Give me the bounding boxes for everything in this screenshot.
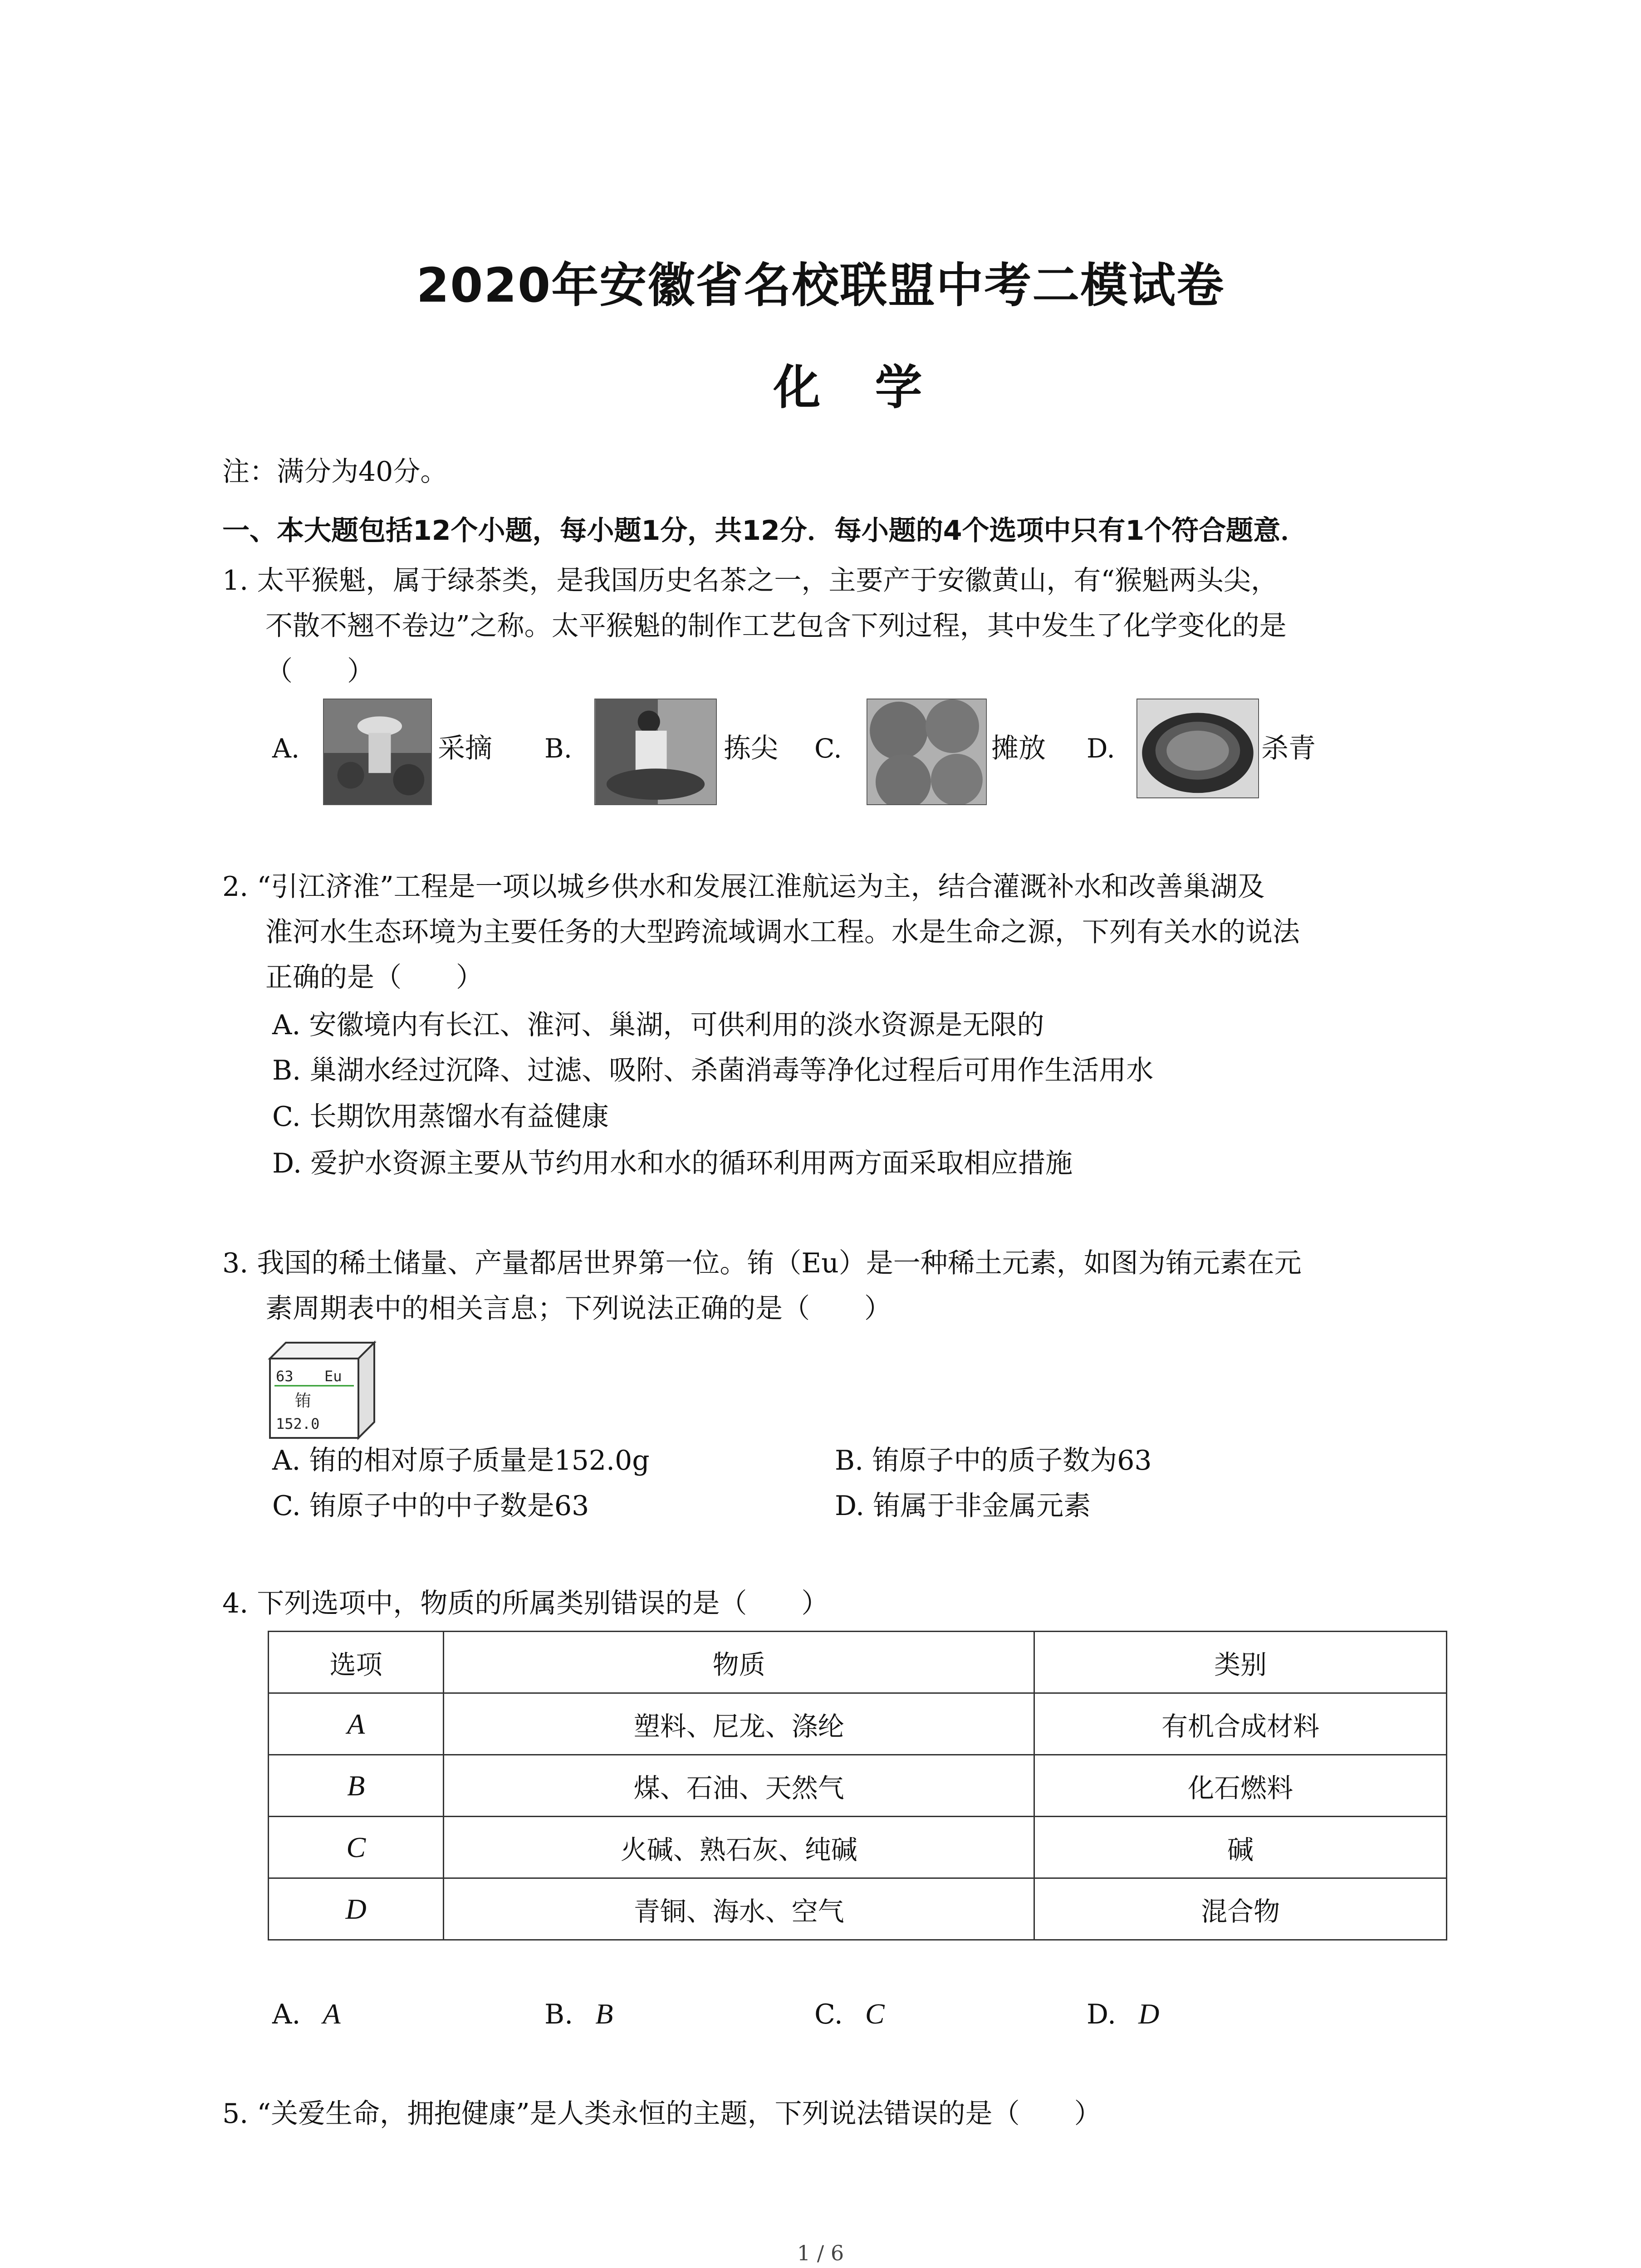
- q2-line-1: 2. “引江济淮”工程是一项以城乡供水和发展江淮航运为主，结合灌溉补水和改善巢湖及: [222, 871, 1265, 903]
- q1-line-2: 不散不翘不卷边”之称。太平猴魁的制作工艺包含下列过程，其中发生了化学变化的是: [265, 610, 1287, 642]
- q4-option-b: [544, 1991, 613, 2037]
- table-cell: 塑料、尼龙、涤纶: [444, 1693, 1034, 1755]
- q3-option-d: D. 铕属于非金属元素: [835, 1490, 1091, 1522]
- table-cell: 煤、石油、天然气: [444, 1755, 1034, 1817]
- q2-option-d: D. 爱护水资源主要从节约用水和水的循环利用两方面采取相应措施: [272, 1148, 1073, 1179]
- tea-fixing-photo: [1136, 699, 1259, 798]
- q1-option-b-text: 拣尖: [724, 733, 778, 764]
- q1-option-c-label: C.: [814, 733, 842, 764]
- q2-option-c: C. 长期饮用蒸馏水有益健康: [272, 1101, 609, 1133]
- q5-line: 5. “关爱生命，拥抱健康”是人类永恒的主题，下列说法错误的是（ ）: [222, 2098, 1102, 2130]
- q4-option-a-text: A: [323, 1998, 341, 2030]
- q4-option-d-label: D.: [1087, 1999, 1117, 2030]
- q4-option-b-label: B.: [544, 1999, 573, 2030]
- europium-element-cell: [268, 1340, 377, 1440]
- q3-option-b: B. 铕原子中的质子数为63: [835, 1445, 1152, 1476]
- q4-option-a-label: A.: [272, 1999, 301, 2030]
- substance-category-table: [268, 1631, 1447, 1941]
- q3-option-a: A. 铕的相对原子质量是152.0g: [272, 1445, 650, 1476]
- table-cell: C: [269, 1817, 444, 1878]
- q1-option-d-text: 杀青: [1261, 733, 1316, 764]
- q1-option-a-label: A.: [272, 733, 300, 764]
- score-note: 注：满分为40分。: [222, 456, 448, 488]
- q1-option-c-text: 摊放: [991, 733, 1046, 764]
- q4-option-c-text: C: [865, 1998, 885, 2030]
- table-cell: A: [269, 1693, 444, 1755]
- table-cell: 碱: [1034, 1817, 1447, 1878]
- exam-title: 2020年安徽省名校联盟中考二模试卷: [416, 258, 1225, 313]
- q2-option-b: B. 巢湖水经过沉降、过滤、吸附、杀菌消毒等净化过程后可用作生活用水: [272, 1055, 1154, 1086]
- table-cell: 火碱、熟石灰、纯碱: [444, 1817, 1034, 1878]
- tea-spreading-photo: [867, 699, 987, 805]
- q2-line-3: 正确的是（ ）: [265, 962, 483, 993]
- q4-option-c-label: C.: [814, 1999, 843, 2030]
- element-name: 铕: [295, 1392, 312, 1410]
- table-header: 选项: [269, 1632, 444, 1693]
- q1-line-1: 1. 太平猴魁，属于绿茶类，是我国历史名茶之一，主要产于安徽黄山，有“猴魁两头尖，: [222, 565, 1278, 596]
- table-cell: D: [269, 1878, 444, 1940]
- q4-option-d: [1087, 1991, 1159, 2037]
- q1-option-d-label: D.: [1087, 733, 1115, 764]
- element-number: 63: [276, 1368, 294, 1385]
- q4-option-a: [272, 1991, 341, 2037]
- q4-option-c: [814, 1991, 885, 2037]
- table-cell: 有机合成材料: [1034, 1693, 1447, 1755]
- table-header-row: [269, 1632, 1447, 1693]
- q4-option-b-text: B: [595, 1998, 613, 2030]
- q1-line-3: （ ）: [265, 655, 374, 687]
- q3-option-c: C. 铕原子中的中子数是63: [272, 1490, 589, 1522]
- q3-line-2: 素周期表中的相关言息；下列说法正确的是（ ）: [265, 1293, 892, 1325]
- tea-sorting-photo: [594, 699, 717, 805]
- subject-title: 化学: [773, 360, 977, 415]
- q2-option-a: A. 安徽境内有长江、淮河、巢湖，可供利用的淡水资源是无限的: [272, 1009, 1044, 1041]
- table-cell: 青铜、海水、空气: [444, 1878, 1034, 1940]
- table-header: 类别: [1034, 1632, 1447, 1693]
- q2-line-2: 淮河水生态环境为主要任务的大型跨流域调水工程。水是生命之源，下列有关水的说法: [265, 916, 1300, 948]
- table-header: 物质: [444, 1632, 1034, 1693]
- section-heading: 一、本大题包括12个小题，每小题1分，共12分．每小题的4个选项中只有1个符合题意．: [222, 515, 1308, 547]
- table-cell: B: [269, 1755, 444, 1817]
- element-mass: 152.0: [276, 1415, 320, 1432]
- q4-option-d-text: D: [1138, 1998, 1160, 2030]
- page-number: 1 / 6: [797, 2241, 844, 2265]
- table-cell: 混合物: [1034, 1878, 1447, 1940]
- table-row: [269, 1755, 1447, 1817]
- q4-line: 4. 下列选项中，物质的所属类别错误的是（ ）: [222, 1588, 829, 1619]
- table-cell: 化石燃料: [1034, 1755, 1447, 1817]
- tea-picking-photo: [323, 699, 432, 805]
- element-symbol: Eu: [324, 1368, 342, 1385]
- q1-option-a-text: 采摘: [438, 733, 492, 764]
- table-row: [269, 1817, 1447, 1878]
- q3-line-1: 3. 我国的稀土储量、产量都居世界第一位。铕（Eu）是一种稀土元素，如图为铕元素在元: [222, 1247, 1302, 1279]
- q1-option-b-label: B.: [544, 733, 573, 764]
- table-row: [269, 1878, 1447, 1940]
- table-row: [269, 1693, 1447, 1755]
